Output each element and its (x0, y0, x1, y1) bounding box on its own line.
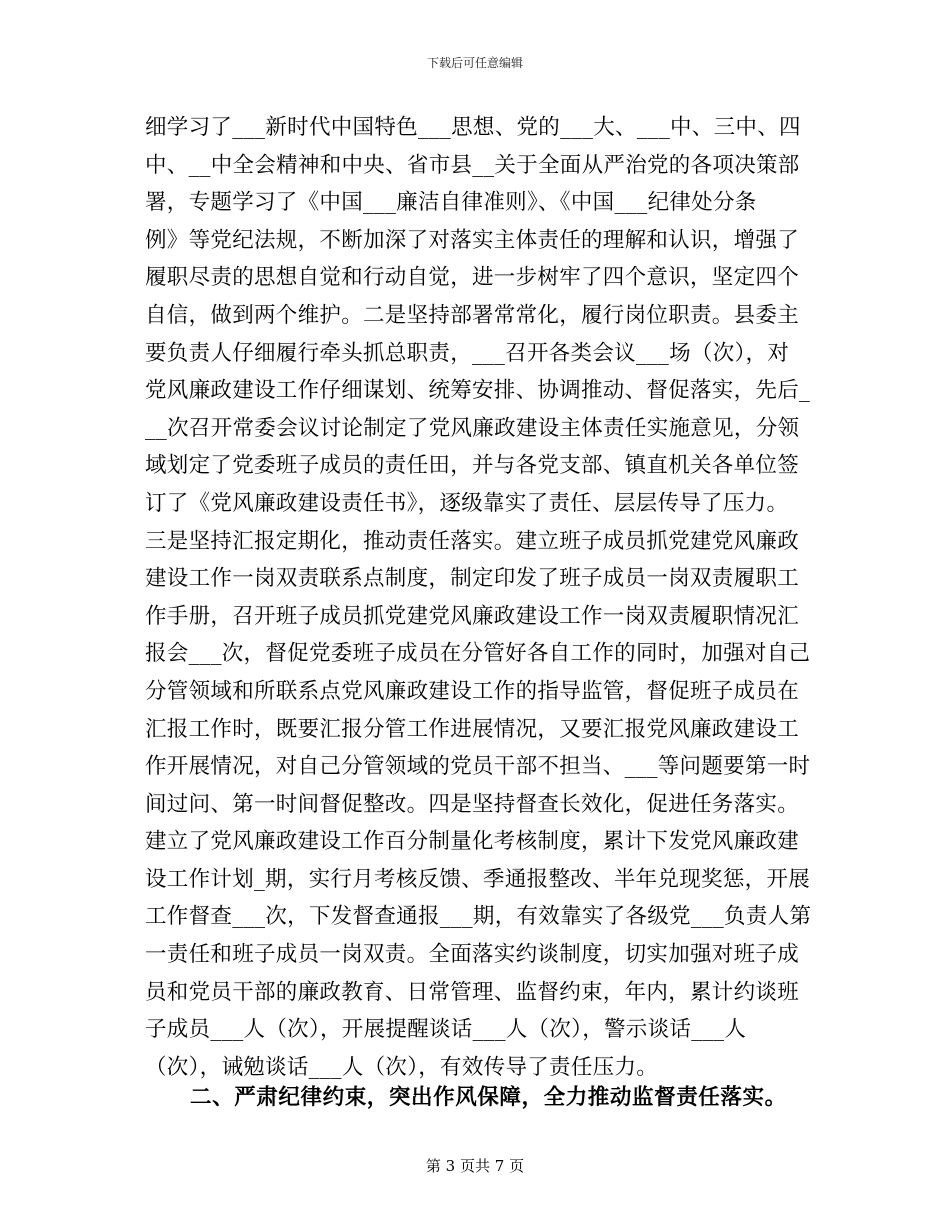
text-line: 履职尽责的思想自觉和行动自觉，进一步树牢了四个意识，坚定四个 (145, 265, 800, 291)
text-line: 署，专题学习了《中国___廉洁自律准则》、《中国___纪律处分条 (145, 190, 757, 216)
text-line: 子成员___人（次），开展提醒谈话___人（次），警示谈话___人 (145, 1017, 747, 1043)
text-line: 建设工作一岗双责联系点制度，制定印发了班子成员一岗双责履职工 (145, 566, 800, 592)
text-line: 中、__中全会精神和中央、省市县__关于全面从严治党的各项决策部 (145, 152, 800, 178)
text-line: 细学习了___新时代中国特色___思想、党的___大、___中、三中、四 (145, 115, 801, 140)
text-line: 工作督查___次，下发督查通报___期，有效靠实了各级党___负责人第 (145, 904, 812, 930)
page-number: 第 3 页共 7 页 (425, 1157, 525, 1175)
text-line: 报会___次，督促党委班子成员在分管好各自工作的同时，加强对自己 (145, 641, 811, 667)
text-line: 党风廉政建设工作仔细谋划、统筹安排、协调推动、督促落实，先后_ (145, 378, 811, 404)
text-line: 自信，做到两个维护。二是坚持部署常常化，履行岗位职责。县委主 (145, 302, 800, 328)
page-header: 下载后可任意编辑 (426, 56, 523, 70)
section-heading: 二、严肃纪律约束，突出作风保障，全力推动监督责任落实。 (190, 1085, 787, 1110)
text-line: 三是坚持汇报定期化，推动责任落实。建立班子成员抓党建党风廉政 (145, 528, 800, 554)
text-line: 订了《党风廉政建设责任书》，逐级靠实了责任、层层传导了压力。 (145, 490, 789, 516)
text-line: 作手册，召开班子成员抓党建党风廉政建设工作一岗双责履职情况汇 (145, 603, 800, 629)
text-line: 例》等党纪法规，不断加深了对落实主体责任的理解和认识，增强了 (145, 227, 800, 253)
text-line: 汇报工作时，既要汇报分管工作进展情况，又要汇报党风廉政建设工 (145, 716, 800, 742)
text-line: （次），诫勉谈话___人（次），有效传导了责任压力。 (145, 1054, 659, 1080)
text-line: 建立了党风廉政建设工作百分制量化考核制度，累计下发党风廉政建 (145, 829, 800, 855)
text-line: 分管领域和所联系点党风廉政建设工作的指导监管，督促班子成员在 (145, 678, 800, 704)
text-line: 一责任和班子成员一岗双责。全面落实约谈制度，切实加强对班子成 (145, 942, 800, 968)
text-line: 要负责人仔细履行牵头抓总职责，___召开各类会议___场（次），对 (145, 340, 790, 366)
text-line: 间过问、第一时间督促整改。四是坚持督查长效化，促进任务落实。 (145, 791, 800, 817)
text-line: 域划定了党委班子成员的责任田，并与各党支部、镇直机关各单位签 (145, 453, 800, 479)
text-line: 设工作计划_期，实行月考核反馈、季通报整改、半年兑现奖惩，开展 (145, 866, 811, 892)
body-text (145, 109, 810, 1086)
text-line: __次召开常委会议讨论制定了党风廉政建设主体责任实施意见，分领 (145, 415, 800, 441)
text-line: 员和党员干部的廉政教育、日常管理、监督约束，年内，累计约谈班 (145, 979, 800, 1005)
text-line: 作开展情况，对自己分管领域的党员干部不担当、___等问题要第一时 (145, 754, 811, 780)
